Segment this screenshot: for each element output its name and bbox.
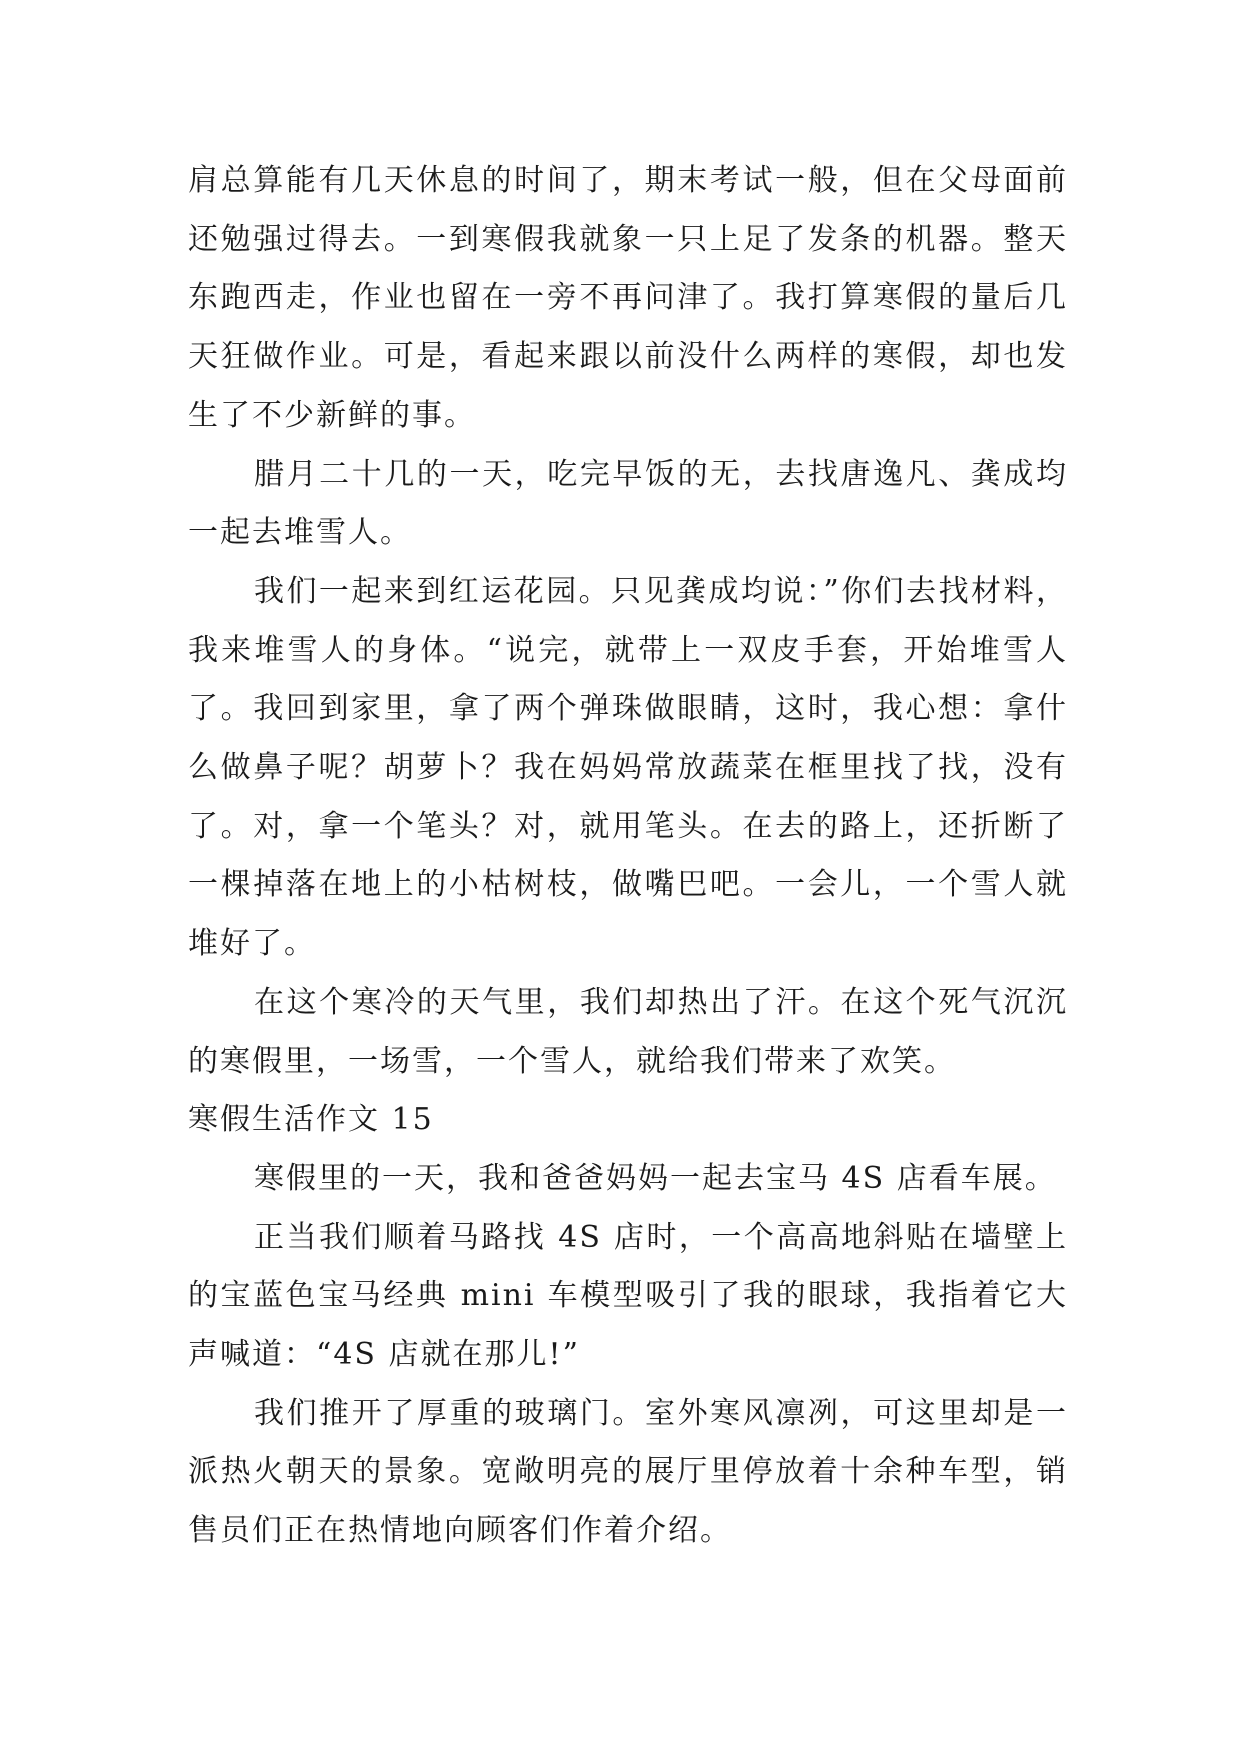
paragraph: 寒假里的一天，我和爸爸妈妈一起去宝马 4S 店看车展。 — [254, 1160, 1057, 1196]
paragraph: 在这个寒冷的天气里，我们却热出了汗。在这个死气沉沉的寒假里，一场雪，一个雪人，就给我们带来了欢笑。 — [188, 984, 1068, 1079]
paragraph: 腊月二十几的一天，吃完早饭的无，去找唐逸凡、龚成均一起去堆雪人。 — [188, 456, 1068, 551]
paragraph: 正当我们顺着马路找 4S 店时，一个高高地斜贴在墙壁上的宝蓝色宝马经典 mini 车模型吸引了我的眼球，我指着它大声喊道：“4S 店就在那儿!” — [188, 1219, 1068, 1373]
paragraph: 我们推开了厚重的玻璃门。室外寒风凛冽，可这里却是一派热火朝天的景象。宽敞明亮的展厅里停放着十余种车型，销售员们正在热情地向顾客们作着介绍。 — [188, 1395, 1068, 1549]
paragraph: 我们一起来到红运花园。只见龚成均说：”你们去找材料，我来堆雪人的身体。“说完，就带上一双皮手套，开始堆雪人了。我回到家里，拿了两个弹珠做眼睛，这时，我心想：拿什么做鼻子呢？胡萝卜？我在妈妈常放蔬菜在框里找了找，没有了。对，拿一个笔头？对，就用笔头。在去的路上，还折断了一棵掉落在地上的小枯树枝，做嘴巴吧。一会儿，一个雪人就堆好了。 — [188, 573, 1068, 962]
document-body — [188, 152, 1068, 1561]
paragraph-continuation: 肩总算能有几天休息的时间了，期末考试一般，但在父母面前还勉强过得去。一到寒假我就象一只上足了发条的机器。整天东跑西走，作业也留在一旁不再问津了。我打算寒假的量后几天狂做作业。可是，看起来跟以前没什么两样的寒假，却也发生了不少新鲜的事。 — [188, 163, 1068, 433]
section-title: 寒假生活作文 15 — [188, 1102, 434, 1138]
